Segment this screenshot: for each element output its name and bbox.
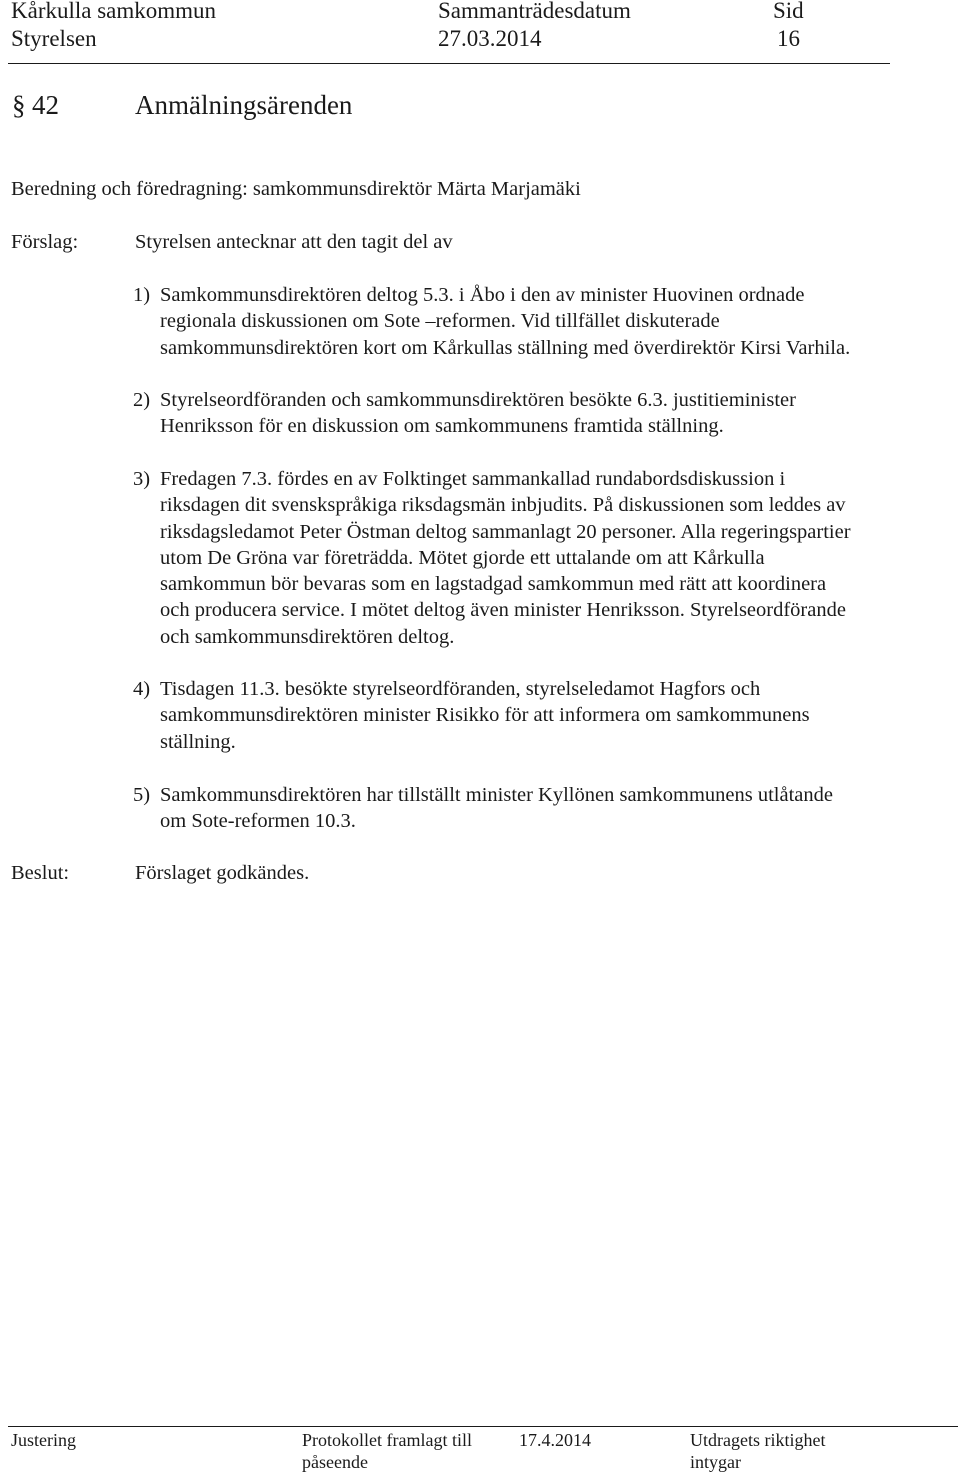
preparation-line: Beredning och föredragning: samkommunsdirektör Märta Marjamäki [11, 178, 581, 200]
extract-certified-label: Utdragets riktighet [690, 1430, 826, 1450]
organization-name: Kårkulla samkommun [11, 0, 217, 23]
published-date: 17.4.2014 [519, 1430, 591, 1450]
item-line: ställning. [160, 730, 236, 753]
item-line: regionala diskussionen om Sote –reformen. Vid tillfället diskuterade [160, 310, 720, 333]
item-line: om Sote-reformen 10.3. [160, 810, 356, 833]
item-line: utom De Gröna var företrädda. Mötet gjorde ett uttalande om att Kårkulla [160, 546, 765, 569]
item-line: riksdagsledamot Peter Östman deltog sammanlagt 20 personer. Alla regeringspartier [160, 520, 851, 543]
item-line: Styrelseordföranden och samkommunsdirektören besökte 6.3. justitieminister [160, 389, 796, 411]
extract-certified-label-2: intygar [690, 1452, 741, 1472]
section-sign: § [12, 90, 26, 120]
item-line: Tisdagen 11.3. besökte styrelseordföranden, styrelseledamot Hagfors och [160, 678, 761, 700]
item-number: 4) [133, 678, 151, 700]
item-number: 3) [133, 468, 151, 490]
committee-name: Styrelsen [11, 26, 97, 51]
footer-divider [8, 1426, 958, 1427]
published-label: Protokollet framlagt till [302, 1430, 472, 1450]
item-number: 1) [133, 284, 151, 306]
published-label-2: påseende [302, 1452, 368, 1472]
list-item [160, 282, 950, 361]
meeting-date: 27.03.2014 [438, 26, 542, 51]
section-number: 42 [32, 90, 59, 120]
list-item [160, 676, 950, 755]
proposal-text: Styrelsen antecknar att den tagit del av [135, 231, 453, 253]
item-line: och samkommunsdirektören deltog. [160, 625, 455, 648]
item-line: Henriksson för en diskussion om samkommunens framtida ställning. [160, 415, 724, 438]
meeting-date-label: Sammanträdesdatum [438, 0, 631, 23]
item-line: samkommunsdirektören minister Risikko för att informera om samkommunens [160, 704, 810, 727]
item-line: samkommunsdirektören kort om Kårkullas ställning med överdirektör Kirsi Varhila. [160, 336, 851, 359]
item-line: riksdagen dit svenskspråkiga riksdagsmän inbjudits. På diskussionen som leddes av [160, 494, 846, 517]
decision-text: Förslaget godkändes. [135, 862, 310, 884]
item-number: 5) [133, 784, 151, 806]
item-line: Samkommunsdirektören har tillställt minister Kyllönen samkommunens utlåtande [160, 784, 833, 806]
section-title: Anmälningsärenden [135, 90, 353, 120]
header-divider [8, 63, 890, 64]
list-item [160, 466, 950, 650]
proposal-label: Förslag: [11, 231, 79, 253]
page-number: 16 [777, 26, 800, 51]
item-line: samkommun bör bevaras som en lagstadgad samkommun med rätt att koordinera [160, 573, 827, 596]
item-line: och producera service. I mötet deltog även minister Henriksson. Styrelseordförande [160, 599, 846, 622]
item-number: 2) [133, 389, 151, 411]
list-item [160, 387, 950, 440]
decision-label: Beslut: [11, 862, 70, 884]
item-line: Samkommunsdirektören deltog 5.3. i Åbo i den av minister Huovinen ordnade [160, 284, 805, 306]
item-line: Fredagen 7.3. fördes en av Folktinget sammankallad rundabordsdiskussion i [160, 468, 786, 490]
list-item [160, 782, 950, 835]
checking-label: Justering [11, 1430, 76, 1450]
page-label: Sid [773, 0, 804, 23]
